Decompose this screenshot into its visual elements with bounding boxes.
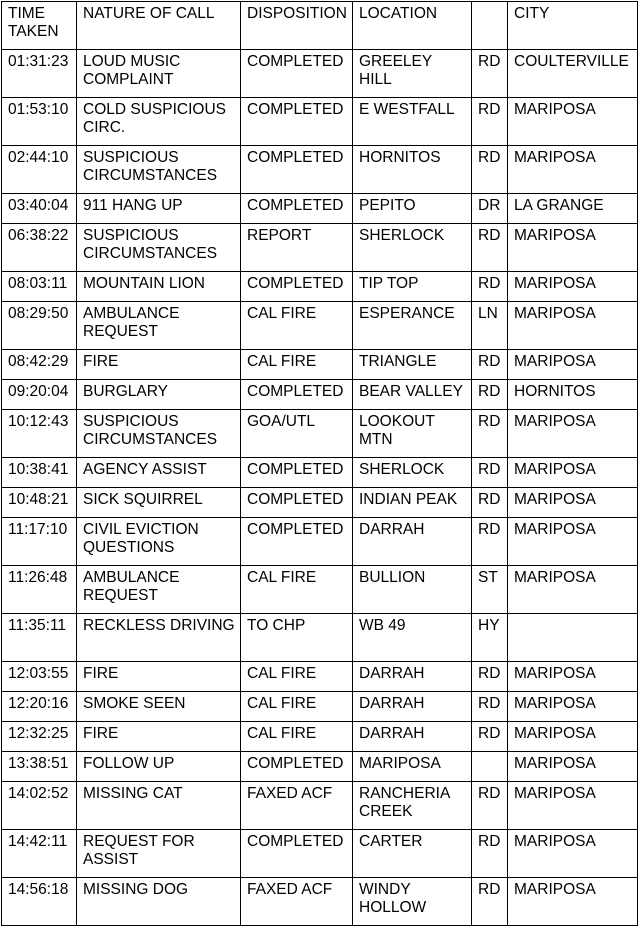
nature-cell: MOUNTAIN LION xyxy=(77,272,241,302)
nature-cell: SUSPICIOUS CIRCUMSTANCES xyxy=(77,410,241,458)
city-cell: MARIPOSA xyxy=(508,224,638,272)
header-road-type xyxy=(472,2,508,50)
disposition-cell: CAL FIRE xyxy=(241,350,353,380)
location-cell: RANCHERIA CREEK xyxy=(353,782,472,830)
road-type-cell: RD xyxy=(472,662,508,692)
nature-cell: AGENCY ASSIST xyxy=(77,458,241,488)
time-cell: 14:56:18 xyxy=(2,878,77,926)
location-cell: DARRAH xyxy=(353,692,472,722)
road-type-cell: HY xyxy=(472,614,508,662)
road-type-cell: RD xyxy=(472,98,508,146)
road-type-cell: RD xyxy=(472,830,508,878)
road-type-cell: RD xyxy=(472,350,508,380)
time-cell: 11:35:11 xyxy=(2,614,77,662)
nature-cell: CIVIL EVICTION QUESTIONS xyxy=(77,518,241,566)
location-cell: SHERLOCK xyxy=(353,458,472,488)
city-cell: MARIPOSA xyxy=(508,722,638,752)
table-row xyxy=(2,146,638,194)
disposition-cell: COMPLETED xyxy=(241,488,353,518)
road-type-cell: LN xyxy=(472,302,508,350)
table-row xyxy=(2,380,638,410)
location-cell: GREELEY HILL xyxy=(353,50,472,98)
road-type-cell: RD xyxy=(472,380,508,410)
table-row xyxy=(2,566,638,614)
location-cell: DARRAH xyxy=(353,722,472,752)
time-cell: 03:40:04 xyxy=(2,194,77,224)
city-cell: MARIPOSA xyxy=(508,146,638,194)
nature-cell: SICK SQUIRREL xyxy=(77,488,241,518)
nature-cell: FOLLOW UP xyxy=(77,752,241,782)
disposition-cell: COMPLETED xyxy=(241,752,353,782)
time-cell: 12:20:16 xyxy=(2,692,77,722)
city-cell: MARIPOSA xyxy=(508,830,638,878)
time-cell: 06:38:22 xyxy=(2,224,77,272)
time-cell: 10:38:41 xyxy=(2,458,77,488)
header-location: LOCATION xyxy=(353,2,472,50)
location-cell: MARIPOSA xyxy=(353,752,472,782)
road-type-cell: RD xyxy=(472,50,508,98)
nature-cell: MISSING DOG xyxy=(77,878,241,926)
nature-cell: SMOKE SEEN xyxy=(77,692,241,722)
location-cell: DARRAH xyxy=(353,662,472,692)
table-row xyxy=(2,878,638,926)
road-type-cell: RD xyxy=(472,488,508,518)
disposition-cell: REPORT xyxy=(241,224,353,272)
city-cell: MARIPOSA xyxy=(508,98,638,146)
time-cell: 12:03:55 xyxy=(2,662,77,692)
city-cell: MARIPOSA xyxy=(508,302,638,350)
location-cell: ESPERANCE xyxy=(353,302,472,350)
nature-cell: AMBULANCE REQUEST xyxy=(77,302,241,350)
city-cell: MARIPOSA xyxy=(508,566,638,614)
location-cell: DARRAH xyxy=(353,518,472,566)
location-cell: PEPITO xyxy=(353,194,472,224)
city-cell: MARIPOSA xyxy=(508,752,638,782)
nature-cell: COLD SUSPICIOUS CIRC. xyxy=(77,98,241,146)
location-cell: CARTER xyxy=(353,830,472,878)
city-cell: MARIPOSA xyxy=(508,350,638,380)
time-cell: 08:29:50 xyxy=(2,302,77,350)
disposition-cell: CAL FIRE xyxy=(241,302,353,350)
header-time-taken: TIME TAKEN xyxy=(2,2,77,50)
table-row xyxy=(2,662,638,692)
time-cell: 10:12:43 xyxy=(2,410,77,458)
call-log-table xyxy=(1,1,638,926)
city-cell: MARIPOSA xyxy=(508,782,638,830)
location-cell: WB 49 xyxy=(353,614,472,662)
road-type-cell: RD xyxy=(472,722,508,752)
disposition-cell: COMPLETED xyxy=(241,50,353,98)
time-cell: 12:32:25 xyxy=(2,722,77,752)
table-row xyxy=(2,518,638,566)
table-row xyxy=(2,302,638,350)
road-type-cell: RD xyxy=(472,272,508,302)
nature-cell: FIRE xyxy=(77,722,241,752)
nature-cell: SUSPICIOUS CIRCUMSTANCES xyxy=(77,224,241,272)
disposition-cell: COMPLETED xyxy=(241,458,353,488)
city-cell: LA GRANGE xyxy=(508,194,638,224)
location-cell: BULLION xyxy=(353,566,472,614)
location-cell: LOOKOUT MTN xyxy=(353,410,472,458)
road-type-cell: RD xyxy=(472,224,508,272)
table-row xyxy=(2,50,638,98)
nature-cell: FIRE xyxy=(77,350,241,380)
time-cell: 08:03:11 xyxy=(2,272,77,302)
header-city: CITY xyxy=(508,2,638,50)
disposition-cell: COMPLETED xyxy=(241,518,353,566)
nature-cell: MISSING CAT xyxy=(77,782,241,830)
road-type-cell: RD xyxy=(472,518,508,566)
road-type-cell: RD xyxy=(472,146,508,194)
location-cell: E WESTFALL xyxy=(353,98,472,146)
table-row xyxy=(2,752,638,782)
header-disposition: DISPOSITION xyxy=(241,2,353,50)
time-cell: 11:17:10 xyxy=(2,518,77,566)
road-type-cell: RD xyxy=(472,410,508,458)
table-row xyxy=(2,224,638,272)
table-row xyxy=(2,458,638,488)
table-row xyxy=(2,830,638,878)
location-cell: INDIAN PEAK xyxy=(353,488,472,518)
location-cell: SHERLOCK xyxy=(353,224,472,272)
header-row xyxy=(2,2,638,50)
city-cell: MARIPOSA xyxy=(508,662,638,692)
nature-cell: LOUD MUSIC COMPLAINT xyxy=(77,50,241,98)
time-cell: 14:42:11 xyxy=(2,830,77,878)
disposition-cell: COMPLETED xyxy=(241,830,353,878)
city-cell: MARIPOSA xyxy=(508,272,638,302)
disposition-cell: CAL FIRE xyxy=(241,692,353,722)
disposition-cell: CAL FIRE xyxy=(241,566,353,614)
table-row xyxy=(2,488,638,518)
time-cell: 13:38:51 xyxy=(2,752,77,782)
location-cell: BEAR VALLEY xyxy=(353,380,472,410)
disposition-cell: COMPLETED xyxy=(241,146,353,194)
disposition-cell: GOA/UTL xyxy=(241,410,353,458)
table-row xyxy=(2,98,638,146)
header-nature-of-call: NATURE OF CALL xyxy=(77,2,241,50)
city-cell: MARIPOSA xyxy=(508,458,638,488)
time-cell: 01:53:10 xyxy=(2,98,77,146)
location-cell: HORNITOS xyxy=(353,146,472,194)
city-cell: MARIPOSA xyxy=(508,518,638,566)
city-cell: HORNITOS xyxy=(508,380,638,410)
disposition-cell: CAL FIRE xyxy=(241,722,353,752)
location-cell: TRIANGLE xyxy=(353,350,472,380)
disposition-cell: COMPLETED xyxy=(241,194,353,224)
time-cell: 14:02:52 xyxy=(2,782,77,830)
call-log-body xyxy=(2,50,638,926)
time-cell: 11:26:48 xyxy=(2,566,77,614)
disposition-cell: COMPLETED xyxy=(241,98,353,146)
nature-cell: FIRE xyxy=(77,662,241,692)
nature-cell: RECKLESS DRIVING xyxy=(77,614,241,662)
road-type-cell: RD xyxy=(472,692,508,722)
city-cell: MARIPOSA xyxy=(508,488,638,518)
city-cell: MARIPOSA xyxy=(508,410,638,458)
table-row xyxy=(2,692,638,722)
table-row xyxy=(2,350,638,380)
disposition-cell: COMPLETED xyxy=(241,272,353,302)
nature-cell: BURGLARY xyxy=(77,380,241,410)
disposition-cell: CAL FIRE xyxy=(241,662,353,692)
time-cell: 08:42:29 xyxy=(2,350,77,380)
table-row xyxy=(2,614,638,662)
table-row xyxy=(2,194,638,224)
nature-cell: 911 HANG UP xyxy=(77,194,241,224)
disposition-cell: TO CHP xyxy=(241,614,353,662)
city-cell xyxy=(508,614,638,662)
nature-cell: REQUEST FOR ASSIST xyxy=(77,830,241,878)
nature-cell: AMBULANCE REQUEST xyxy=(77,566,241,614)
city-cell: MARIPOSA xyxy=(508,878,638,926)
disposition-cell: FAXED ACF xyxy=(241,782,353,830)
location-cell: TIP TOP xyxy=(353,272,472,302)
disposition-cell: FAXED ACF xyxy=(241,878,353,926)
road-type-cell: DR xyxy=(472,194,508,224)
city-cell: COULTERVILLE xyxy=(508,50,638,98)
disposition-cell: COMPLETED xyxy=(241,380,353,410)
time-cell: 02:44:10 xyxy=(2,146,77,194)
table-row xyxy=(2,272,638,302)
city-cell: MARIPOSA xyxy=(508,692,638,722)
road-type-cell xyxy=(472,752,508,782)
time-cell: 01:31:23 xyxy=(2,50,77,98)
time-cell: 09:20:04 xyxy=(2,380,77,410)
location-cell: WINDY HOLLOW xyxy=(353,878,472,926)
table-row xyxy=(2,410,638,458)
table-row xyxy=(2,722,638,752)
time-cell: 10:48:21 xyxy=(2,488,77,518)
table-row xyxy=(2,782,638,830)
road-type-cell: RD xyxy=(472,782,508,830)
road-type-cell: RD xyxy=(472,878,508,926)
road-type-cell: ST xyxy=(472,566,508,614)
nature-cell: SUSPICIOUS CIRCUMSTANCES xyxy=(77,146,241,194)
road-type-cell: RD xyxy=(472,458,508,488)
